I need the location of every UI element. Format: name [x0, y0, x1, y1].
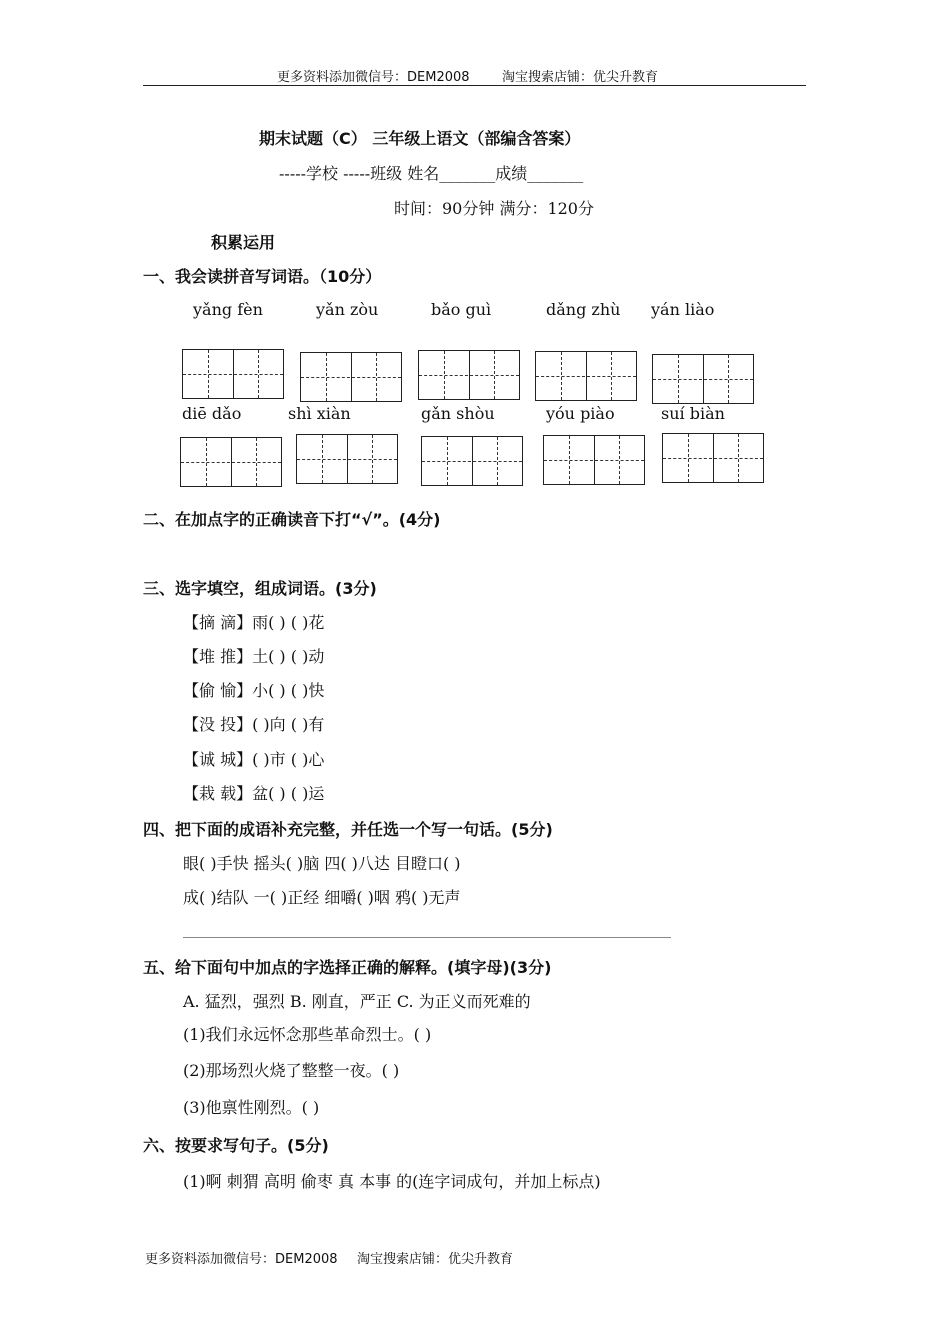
q4-title: 四、把下面的成语补充完整，并任选一个写一句话。(5分) [143, 820, 553, 839]
writing-box[interactable] [418, 350, 520, 400]
q1-title: 一、我会读拼音写词语。（10分） [143, 267, 382, 286]
q3-line: 【栽 载】盆( ) ( )运 [183, 784, 325, 803]
q3-line: 【堆 推】土( ) ( )动 [183, 647, 325, 666]
writing-box[interactable] [296, 434, 398, 484]
q3-line: 【摘 滴】雨( ) ( )花 [183, 613, 325, 632]
writing-box[interactable] [300, 352, 402, 402]
pinyin-4: dǎng zhù [546, 300, 621, 319]
header-rule [143, 85, 806, 86]
time-line: 时间：90分钟 满分：120分 [394, 199, 594, 218]
q4-line-1: 眼( )手快 摇头( )脑 四( )八达 目瞪口( ) [183, 854, 461, 873]
page-title: 期末试题（C） 三年级上语文（部编含答案） [259, 129, 581, 148]
pinyin-9: yóu piào [546, 404, 615, 423]
q6-title: 六、按要求写句子。(5分) [143, 1136, 329, 1155]
writing-box[interactable] [535, 351, 637, 401]
writing-box[interactable] [182, 349, 284, 399]
answer-line[interactable] [183, 937, 671, 938]
pinyin-2: yǎn zòu [316, 300, 379, 319]
pinyin-5: yán liào [651, 300, 715, 319]
writing-box[interactable] [652, 354, 754, 404]
q5-options: A. 猛烈，强烈 B. 刚直，严正 C. 为正义而死难的 [183, 992, 531, 1011]
pinyin-7: shì xiàn [288, 404, 351, 423]
writing-box[interactable] [543, 435, 645, 485]
pinyin-8: gǎn shòu [421, 404, 495, 423]
footer-wechat: 更多资料添加微信号：DEM2008 [145, 1252, 338, 1267]
q5-title: 五、给下面句中加点的字选择正确的解释。(填字母)(3分) [143, 958, 552, 977]
writing-box[interactable] [421, 436, 523, 486]
q4-line-2: 成( )结队 一( )正经 细嚼( )咽 鸦( )无声 [183, 888, 461, 907]
q5-item: (3)他禀性刚烈。( ) [183, 1098, 320, 1117]
pinyin-10: suí biàn [661, 404, 725, 423]
header-shop: 淘宝搜索店铺：优尖升教育 [502, 70, 659, 85]
writing-box[interactable] [662, 433, 764, 483]
q5-item: (2)那场烈火烧了整整一夜。( ) [183, 1061, 400, 1080]
q3-line: 【诚 城】( )市 ( )心 [183, 750, 325, 769]
q3-title: 三、选字填空，组成词语。(3分) [143, 579, 377, 598]
q3-line: 【没 投】( )向 ( )有 [183, 715, 325, 734]
header-wechat: 更多资料添加微信号：DEM2008 [277, 70, 470, 85]
q6-item-1: (1)啊 刺猬 高明 偷枣 真 本事 的(连字词成句，并加上标点) [183, 1172, 601, 1191]
pinyin-3: bǎo guì [431, 300, 492, 319]
q3-line: 【偷 愉】小( ) ( )快 [183, 681, 325, 700]
q2-title: 二、在加点字的正确读音下打“√”。(4分) [143, 510, 441, 529]
pinyin-1: yǎng fèn [193, 300, 263, 319]
school-class-line: -----学校 -----班级 姓名_______成绩_______ [279, 164, 584, 183]
section-heading: 积累运用 [211, 233, 276, 252]
pinyin-6: diē dǎo [182, 404, 242, 423]
q5-item: (1)我们永远怀念那些革命烈士。( ) [183, 1025, 432, 1044]
footer-shop: 淘宝搜索店铺：优尖升教育 [357, 1252, 514, 1267]
writing-box[interactable] [180, 437, 282, 487]
